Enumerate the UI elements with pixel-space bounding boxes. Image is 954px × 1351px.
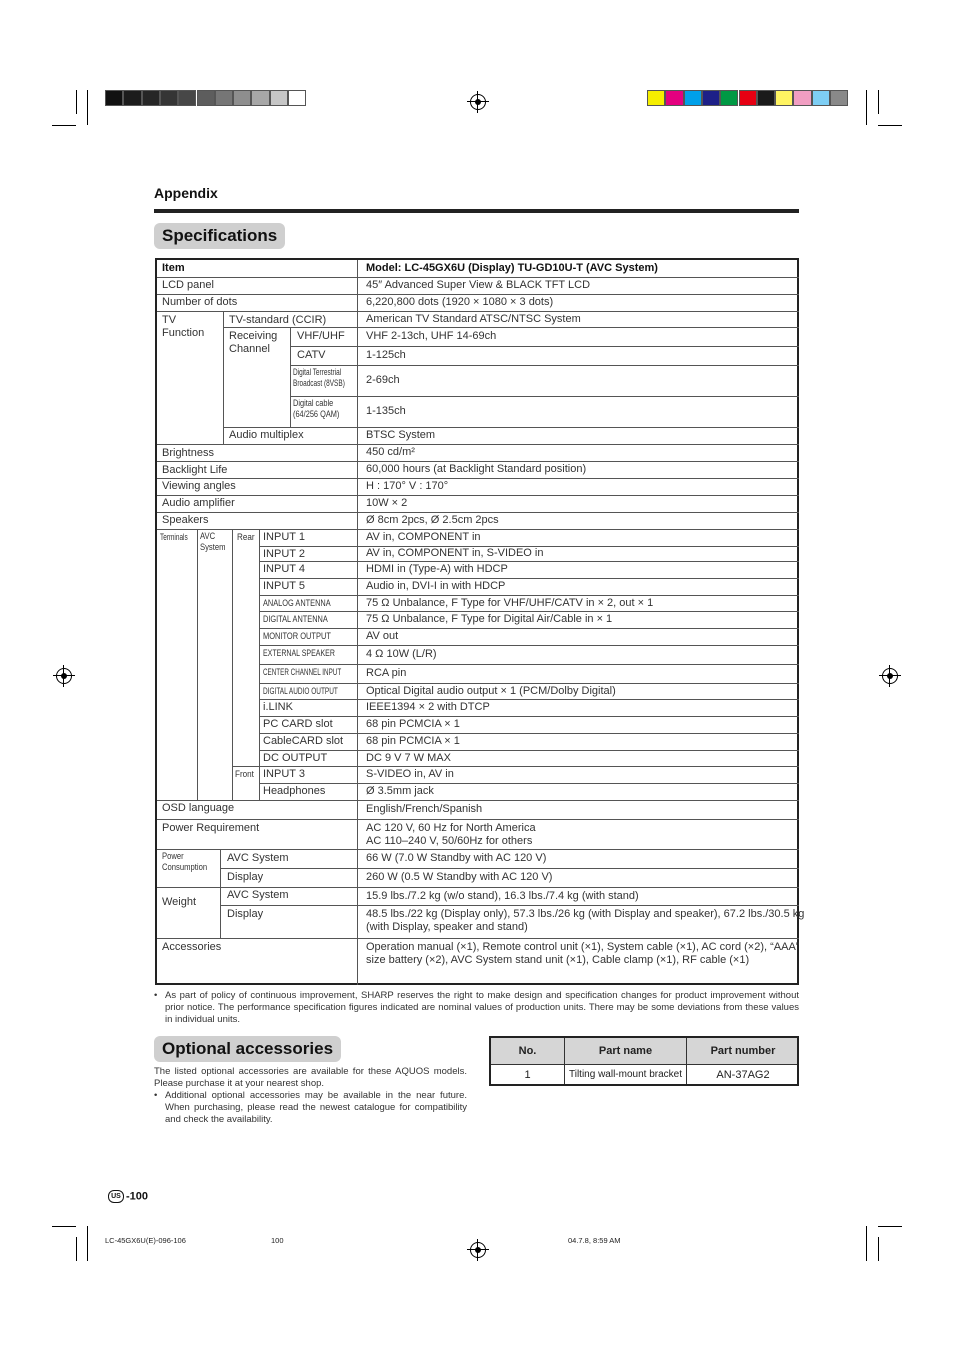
table-rule (157, 512, 357, 513)
table-rule (157, 819, 357, 820)
table-rule (259, 611, 357, 612)
color-swatch (251, 90, 269, 106)
spec-cell-ilink: i.LINK (263, 701, 293, 713)
table-rule (290, 346, 357, 347)
spec-cell-in4: INPUT 4 (263, 563, 305, 575)
table-rule (357, 311, 799, 312)
spec-cell-dco: DC OUTPUT (263, 752, 328, 764)
spec-cell-vhf-v: VHF 2-13ch, UHF 14-69ch (366, 330, 497, 342)
crop-mark (878, 125, 902, 126)
spec-cell-dco-v: DC 9 V 7 W MAX (366, 752, 451, 764)
spec-cell-dots: Number of dots (162, 296, 238, 308)
crop-mark (87, 90, 88, 125)
crop-mark (52, 125, 76, 126)
spec-cell-cen: CENTER CHANNEL INPUT (263, 667, 342, 677)
table-rule (357, 750, 799, 751)
table-rule (357, 260, 358, 985)
table-rule (357, 868, 799, 869)
spec-cell-in2: INPUT 2 (263, 548, 305, 560)
table-rule (157, 849, 357, 850)
table-rule (157, 277, 357, 278)
spec-cell-viewing-v: H : 170° V : 170° (366, 480, 449, 492)
spec-cell-ext-v: 4 Ω 10W (L/R) (366, 648, 437, 660)
table-rule (357, 628, 799, 629)
bullet: • (154, 990, 158, 1001)
spec-cell-amp-v: 10W × 2 (366, 497, 408, 509)
spec-cell-w-avc: AVC System (227, 889, 289, 901)
spec-cell-pc-avc-v: 66 W (7.0 W Standby with AC 120 V) (366, 852, 547, 864)
spec-cell-in1: INPUT 1 (263, 531, 305, 543)
spec-cell-w-avc-v: 15.9 lbs./7.2 kg (w/o stand), 16.3 lbs./7.4 kg (with stand) (366, 890, 639, 902)
spec-cell-hp-v: Ø 3.5mm jack (366, 785, 434, 797)
table-rule (357, 495, 799, 496)
spec-cell-mon-v: AV out (366, 630, 399, 642)
table-rule (357, 645, 799, 646)
color-swatch (793, 90, 811, 106)
color-swatch (812, 90, 830, 106)
table-rule (357, 365, 799, 366)
spec-cell-hp: Headphones (263, 785, 326, 797)
table-rule (157, 444, 357, 445)
crop-mark (866, 1226, 867, 1261)
table-rule (157, 800, 357, 801)
spec-cell-osd-v: English/French/Spanish (366, 803, 483, 815)
table-rule (220, 868, 357, 869)
crop-mark (76, 1237, 77, 1261)
spec-cell-consumption: Power Consumption (162, 851, 208, 872)
table-rule (157, 495, 357, 496)
table-rule (357, 611, 799, 612)
spec-cell-mon: MONITOR OUTPUT (263, 631, 331, 641)
spec-cell-accessories: Accessories (162, 941, 222, 953)
table-rule (357, 561, 799, 562)
table-rule (157, 887, 357, 888)
note-text: As part of policy of continuous improvement, SHARP reserves the right to make design and specification changes for product improvement without prior notice. The performance specification figures indicated are nominal values of production units. There may be some deviations from these values in individual units. (165, 990, 799, 1025)
optional-accessories-table (489, 1036, 799, 1086)
opt-bullet-item (154, 1090, 467, 1126)
opt-intro: The listed optional accessories are available for these AQUOS models. Please purchase it at your nearest shop. (154, 1066, 467, 1089)
header-part-number: Part number (710, 1045, 776, 1057)
color-swatch (270, 90, 288, 106)
spec-cell-terminals: Terminals (160, 532, 188, 542)
color-swatch (702, 90, 720, 106)
table-rule (259, 578, 357, 579)
color-swatch (739, 90, 757, 106)
footer-file: LC-45GX6U(E)-096-106 (105, 1236, 186, 1245)
color-swatch (684, 90, 702, 106)
table-rule (259, 783, 357, 784)
table-rule (259, 595, 357, 596)
table-rule (259, 716, 357, 717)
table-rule (259, 733, 357, 734)
table-rule (357, 683, 799, 684)
spec-cell-dig-cable-v: 1-135ch (366, 405, 406, 417)
spec-cell-in5-v: Audio in, DVI-I in with HDCP (366, 580, 506, 592)
table-rule (157, 529, 357, 530)
spec-cell-pc-disp-v: 260 W (0.5 W Standby with AC 120 V) (366, 871, 553, 883)
crop-mark (866, 90, 867, 125)
section-heading: Appendix (154, 185, 218, 201)
footer-page: 100 (271, 1236, 284, 1245)
section-rule (154, 209, 799, 213)
spec-cell-dig: DIGITAL ANTENNA (263, 614, 328, 624)
table-rule (357, 938, 799, 939)
spec-cell-tv-function: TV Function (162, 314, 205, 339)
table-rule (259, 750, 357, 751)
table-rule (357, 664, 799, 665)
spec-cell-head-model: Model: LC-45GX6U (Display) TU-GD10U-T (AVC System) (366, 262, 658, 274)
table-rule (290, 396, 357, 397)
spec-cell-speakers-v: Ø 8cm 2pcs, Ø 2.5cm 2pcs (366, 514, 499, 526)
spec-cell-lcd-panel: LCD panel (162, 279, 214, 291)
table-rule (157, 294, 357, 295)
specifications-title: Specifications (154, 223, 285, 249)
spec-cell-backlight-v: 60,000 hours (at Backlight Standard position) (366, 463, 587, 475)
spec-cell-power-v: AC 120 V, 60 Hz for North America AC 110–240 V, 50/60Hz for others (366, 822, 536, 847)
cell-part-number: AN-37AG2 (716, 1069, 770, 1081)
table-rule (259, 546, 357, 547)
spec-cell-catv: CATV (297, 349, 326, 361)
cell-no: 1 (524, 1069, 531, 1081)
spec-cell-ccs-v: 68 pin PCMCIA × 1 (366, 735, 460, 747)
color-swatch (178, 90, 196, 106)
spec-cell-rear: Rear (237, 532, 255, 542)
spec-cell-speakers: Speakers (162, 514, 209, 526)
table-rule (357, 905, 799, 906)
spec-cell-in3: INPUT 3 (263, 768, 305, 780)
color-swatch (105, 90, 123, 106)
spec-cell-ccs: CableCARD slot (263, 735, 344, 747)
table-rule (357, 478, 799, 479)
registration-mark-icon (470, 94, 486, 110)
crop-mark (878, 1226, 902, 1227)
spec-cell-in5: INPUT 5 (263, 580, 305, 592)
spec-cell-catv-v: 1-125ch (366, 349, 406, 361)
table-rule (157, 311, 357, 312)
table-rule (357, 346, 799, 347)
table-rule (357, 783, 799, 784)
spec-cell-lcd-panel-v: 45″ Advanced Super View & BLACK TFT LCD (366, 279, 591, 291)
spec-cell-brightness: Brightness (162, 447, 214, 459)
crop-mark (52, 1226, 76, 1227)
registration-mark-icon (882, 668, 898, 684)
spec-cell-front: Front (235, 769, 254, 779)
table-rule (357, 396, 799, 397)
table-rule (357, 427, 799, 428)
table-rule (259, 699, 357, 700)
spec-cell-dig-cable: Digital cable (64/256 QAM) (293, 398, 340, 419)
spec-cell-audio-mp: Audio multiplex (229, 429, 304, 441)
table-rule (357, 819, 799, 820)
spec-cell-osd: OSD language (162, 802, 235, 814)
optional-accessories-title: Optional accessories (154, 1036, 341, 1062)
color-swatch (233, 90, 251, 106)
spec-cell-viewing: Viewing angles (162, 480, 236, 492)
spec-cell-ana-v: 75 Ω Unbalance, F Type for VHF/UHF/CATV in × 2, out × 1 (366, 597, 654, 609)
spec-cell-dig-terr-v: 2-69ch (366, 374, 400, 386)
table-rule (357, 887, 799, 888)
table-rule (259, 766, 357, 767)
spec-cell-w-disp-v: 48.5 lbs./22 kg (Display only), 57.3 lbs./26 kg (with Display and speaker), 67.2 lbs./30.5 kg (with Display, speaker and stand) (366, 908, 805, 933)
spec-cell-pcc-v: 68 pin PCMCIA × 1 (366, 718, 460, 730)
page-number-text: -100 (126, 1190, 149, 1203)
registration-mark-icon (56, 668, 72, 684)
spec-cell-backlight: Backlight Life (162, 464, 228, 476)
page-number (108, 1190, 148, 1203)
color-swatch (757, 90, 775, 106)
table-rule (357, 444, 799, 445)
table-rule (357, 529, 799, 530)
opt-bullet-text: Additional optional accessories may be available in the near future. When purchasing, please read the newest catalogue for compatibility and check the availability. (165, 1090, 467, 1125)
table-rule (357, 578, 799, 579)
spec-cell-tv-standard: TV-standard (CCIR) (229, 314, 327, 326)
spec-cell-cen-v: RCA pin (366, 667, 407, 679)
table-rule (357, 733, 799, 734)
header-part-name: Part name (598, 1045, 653, 1057)
spec-cell-dots-v: 6,220,800 dots (1920 × 1080 × 3 dots) (366, 296, 554, 308)
table-rule (220, 849, 221, 938)
table-rule (232, 766, 259, 767)
color-swatch (197, 90, 215, 106)
region-badge: US (108, 1190, 124, 1203)
spec-note (154, 990, 799, 1026)
spec-cell-pcc: PC CARD slot (263, 718, 333, 730)
registration-mark-icon (470, 1242, 486, 1258)
spec-cell-ext: EXTERNAL SPEAKER (263, 648, 335, 658)
spec-cell-in2-v: AV in, COMPONENT in, S-VIDEO in (366, 547, 544, 559)
table-rule (157, 478, 357, 479)
table-rule (197, 529, 198, 800)
spec-cell-pc-disp: Display (227, 871, 264, 883)
table-rule (357, 277, 799, 278)
table-rule (259, 561, 357, 562)
table-rule (357, 800, 799, 801)
spec-cell-dig-v: 75 Ω Unbalance, F Type for Digital Air/Cable in × 1 (366, 613, 613, 625)
spec-cell-in3-v: S-VIDEO in, AV in (366, 768, 454, 780)
spec-cell-ana: ANALOG ANTENNA (263, 598, 331, 608)
table-rule (232, 529, 233, 800)
spec-cell-power: Power Requirement (162, 822, 260, 834)
color-swatch (720, 90, 738, 106)
spec-cell-brightness-v: 450 cd/m² (366, 446, 415, 458)
color-swatch (215, 90, 233, 106)
color-swatch (123, 90, 141, 106)
spec-cell-weight: Weight (162, 896, 197, 908)
cell-part-name: Tilting wall-mount bracket (568, 1069, 682, 1080)
spec-cell-audio-mp-v: BTSC System (366, 429, 436, 441)
table-rule (157, 938, 357, 939)
spec-cell-dao-v: Optical Digital audio output × 1 (PCM/Dolby Digital) (366, 685, 616, 697)
spec-cell-tv-standard-v: American TV Standard ATSC/NTSC System (366, 313, 581, 325)
color-swatch (142, 90, 160, 106)
color-swatch (665, 90, 683, 106)
specifications-table (155, 258, 805, 985)
header-no: No. (518, 1045, 537, 1057)
spec-cell-receiving: Receiving Channel (229, 330, 278, 355)
divider (491, 1064, 797, 1065)
crop-mark (878, 1237, 879, 1261)
color-swatch (775, 90, 793, 106)
color-swatch (160, 90, 178, 106)
optional-accessories-text (154, 1066, 467, 1126)
spec-cell-dig-terr: Digital Terrestrial Broadcast (8VSB) (293, 367, 345, 388)
spec-cell-dao: DIGITAL AUDIO OUTPUT (263, 686, 338, 696)
crop-mark (76, 90, 77, 114)
footer-date: 04.7.8, 8:59 AM (568, 1236, 621, 1245)
table-rule (259, 628, 357, 629)
color-swatch (288, 90, 306, 106)
crop-mark (878, 90, 879, 114)
table-rule (223, 427, 357, 428)
table-rule (290, 327, 291, 427)
table-rule (357, 595, 799, 596)
spec-cell-vhf: VHF/UHF (297, 330, 345, 342)
spec-cell-accessories-v: Operation manual (×1), Remote control unit (×1), System cable (×1), AC cord (×2), “AAA” size battery (×2), AVC System stand unit (×1), Cable clamp (×1), RF cable (×1) (366, 941, 800, 966)
bullet: • (154, 1090, 158, 1101)
table-rule (157, 461, 357, 462)
table-rule (357, 699, 799, 700)
table-rule (259, 645, 357, 646)
table-rule (357, 461, 799, 462)
table-rule (220, 905, 357, 906)
spec-cell-ilink-v: IEEE1394 × 2 with DTCP (366, 701, 490, 713)
crop-mark (87, 1226, 88, 1261)
color-swatch (830, 90, 848, 106)
table-rule (259, 664, 357, 665)
table-rule (357, 512, 799, 513)
table-rule (223, 311, 224, 444)
spec-cell-pc-avc: AVC System (227, 852, 289, 864)
spec-cell-in4-v: HDMI in (Type-A) with HDCP (366, 563, 508, 575)
table-rule (357, 766, 799, 767)
table-rule (357, 327, 799, 328)
table-rule (259, 683, 357, 684)
color-swatch (647, 90, 665, 106)
spec-cell-head-item: Item (162, 262, 185, 274)
spec-cell-w-disp: Display (227, 908, 264, 920)
table-rule (357, 716, 799, 717)
table-rule (357, 294, 799, 295)
spec-cell-avc-system-t: AVC System (200, 531, 226, 552)
table-rule (357, 849, 799, 850)
table-rule (290, 365, 357, 366)
spec-cell-in1-v: AV in, COMPONENT in (366, 531, 481, 543)
spec-cell-amp: Audio amplifier (162, 497, 235, 509)
